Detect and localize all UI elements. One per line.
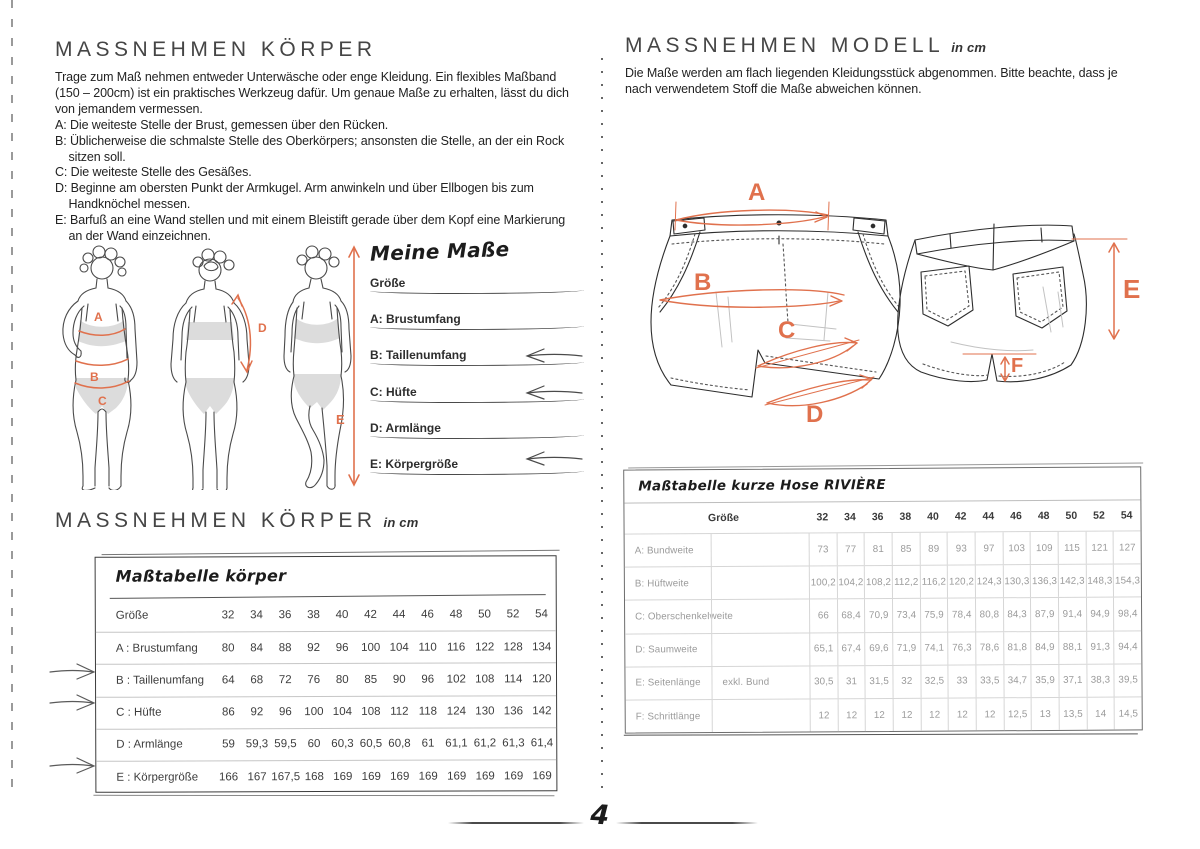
form-title: Meine Maße [369,236,510,266]
cell-value: 103 [1002,532,1030,564]
table-row [625,66,1145,82]
section-heading-massnehmen-koerper [55,38,377,62]
figure-label-e: E [336,412,345,427]
shorts-back-diagram [893,192,1163,414]
cell-value: 91,4 [1058,598,1086,630]
cell-value: 38,3 [1086,664,1114,696]
size-col: 52 [1093,509,1105,522]
table-row [625,564,1141,600]
cell-value: 39,5 [1114,664,1142,696]
cell-value: 94,4 [1114,631,1142,663]
cell-value: 64 [221,674,235,687]
cell-value: 81 [864,533,892,565]
cell-value: 50 [478,608,491,621]
size-col: 46 [1010,509,1022,522]
cell-value: 12 [837,699,865,731]
table-row [96,695,556,729]
cell-value: 60 [307,738,321,751]
row-label: E: Barfuß an eine Wand stellen und mit einem Bleistift gerade über dem Kopf eine Markierung [55,213,566,228]
row-label: E : Körpergröße [116,770,199,784]
cell-value: 88,1 [1058,631,1086,663]
row-label: Die Maße werden am flach liegenden Kleidungsstück abgenommen. Bitte beachte, dass je [625,66,1118,80]
cell-value: 109 [1030,532,1058,564]
table-row [55,181,605,197]
size-label: Größe [707,511,739,524]
cell-value: 31,5 [865,666,893,698]
cell-value: 167 [247,770,267,783]
cell-value: 73,4 [892,599,920,631]
row-label: C : Hüfte [116,706,162,719]
cell-value: 40 [335,609,349,622]
cell-value: 36 [278,609,292,622]
cell-value [711,567,809,600]
model-measuring-instructions [625,66,1145,98]
footer-rule-left [448,822,584,824]
cell-value: 104,2 [836,566,864,598]
row-label: Handknöchel messen. [55,197,191,212]
section-heading-massnehmen-modell [625,34,986,58]
cell-value: 92 [250,706,264,719]
hand-drawn-left-arrow-icon [524,450,584,466]
cell-value: 32 [892,666,920,698]
cell-value: 69,6 [865,633,893,665]
cell-value: 142,3 [1058,565,1086,597]
cell-value: 169 [475,769,495,783]
cell-value: 85 [364,673,378,686]
cell-value: 33 [948,665,976,697]
size-col: 54 [1120,508,1133,522]
table-row [55,134,605,150]
cell-value: 169 [390,770,410,783]
size-col: 50 [1065,509,1078,522]
cell-value: 34 [250,609,263,622]
table-row [55,213,605,229]
cell-value: 13 [1031,698,1059,730]
figure-label-c: C [98,394,107,408]
cell-value: 34,7 [1003,665,1031,697]
cell-value: 92 [307,641,321,654]
form-field-koerpergroesse[interactable] [370,456,584,475]
cell-value: 169 [532,769,552,782]
cell-value: 54 [535,608,548,621]
cell-value: 33,5 [975,665,1003,697]
cell-value: 30,5 [809,666,837,698]
cell-value: 14 [1086,698,1114,730]
cell-value: 13,5 [1059,698,1087,730]
size-col: 48 [1037,509,1050,522]
cell-value: 148,3 [1085,565,1113,597]
cell-value: 37,1 [1058,665,1086,697]
row-label: B : Taillenumfang [116,674,205,687]
field-label: A: Brustumfang [370,312,461,326]
form-field-armlaenge[interactable] [370,420,584,439]
cell-value: 89 [919,533,947,565]
row-label: Trage zum Maß nehmen entweder Unterwäsche oder enge Kleidung. Ein flexibles Maßband [55,70,557,84]
cell-value: 169 [361,770,381,783]
cell-value: 100,2 [809,566,837,598]
diagram-label-b: B [694,269,712,296]
cell-value: 60,3 [331,738,354,751]
cell-value: 32 [221,609,235,622]
cell-value: 72 [278,674,292,687]
cell-value: 93 [947,532,975,564]
cell-value: 84,9 [1031,631,1059,663]
form-field-taillenumfang[interactable] [370,347,584,366]
cell-value: 76,3 [948,632,976,664]
cell-value: 12 [920,699,948,731]
cell-value: 88 [278,641,292,654]
size-col: 32 [816,510,829,523]
cell-value: 78,4 [947,599,975,631]
cell-value: 38 [307,609,320,622]
table-row [55,86,605,102]
cell-value: 166 [218,770,239,783]
hand-drawn-right-arrow-icon [48,693,96,711]
cell-value: 46 [421,608,434,621]
cell-value: 80,8 [975,599,1003,631]
table-row [96,759,556,793]
cell-value: 142 [532,705,552,718]
cell-value: 77 [836,533,864,565]
cell-value: 114 [504,673,523,686]
cell-value: 120,2 [947,566,975,598]
size-col: 34 [844,510,856,523]
cell-value: 169 [447,770,467,783]
cell-value: 120 [532,673,552,686]
hand-drawn-left-arrow-icon [524,347,584,363]
cell-value: 128 [503,641,523,654]
hand-drawn-right-arrow-icon [48,756,96,774]
cell-value: 168 [304,770,324,783]
cell-value: 80 [335,673,349,686]
cell-value: 167,5 [271,770,301,783]
row-label: E: Seitenlänge [635,677,701,689]
cell-value: 86 [221,706,235,719]
cell-value: 121 [1085,532,1113,564]
cell-value: 84,3 [1003,598,1031,630]
cell-value: 44 [392,608,406,621]
field-label: Größe [370,276,406,290]
cell-value: 116 [446,641,466,654]
cell-value: 104 [332,706,352,719]
table-row [96,727,556,761]
cell-value: exkl. Bund [711,666,809,699]
personal-measurements-form [370,238,584,484]
cell-value: 32,5 [920,665,948,697]
cell-value: 61,3 [502,737,525,750]
cell-value: 94,9 [1086,598,1114,630]
heading-text: MASSNEHMEN KÖRPER [55,509,377,532]
form-field-brustumfang[interactable] [370,311,584,330]
cell-value [711,600,809,633]
cell-value: 130,3 [1002,565,1030,597]
row-label: D : Armlänge [116,738,183,752]
cell-value: 108,2 [864,566,892,598]
cell-value: 81,8 [1003,632,1031,664]
table-body [96,598,557,792]
cell-value: 85 [892,533,920,565]
figure-label-b: B [90,370,99,384]
cell-value: 124 [446,705,466,718]
size-col: 42 [954,509,967,523]
body-measurement-table [95,555,558,793]
cell-value: 80 [221,642,235,655]
cell-value: 70,9 [864,599,892,631]
cell-value: 35,9 [1031,665,1059,697]
cell-value: 60,8 [388,738,411,751]
model-measurement-table [623,466,1143,733]
cell-value: 12 [810,699,838,731]
table-row [625,663,1141,699]
table-title: Maßtabelle kurze Hose RIVIÈRE [624,467,1140,503]
row-label: an der Wand einzeichnen. [55,229,211,244]
cell-value: 48 [449,608,463,621]
hand-drawn-left-arrow-icon [524,384,584,400]
cell-value: 96 [421,673,435,686]
table-row [625,530,1141,566]
table-title: Maßtabelle körper [96,556,556,599]
cell-value: 61,4 [530,737,554,750]
cell-value: 118 [418,705,438,718]
body-measuring-instructions [55,70,605,245]
cell-value: 12,5 [1003,698,1031,730]
cell-value: 134 [532,640,552,654]
cell-value: 84 [250,642,264,655]
cell-value: 169 [418,770,438,783]
cell-value: 61,2 [473,737,497,750]
footer-rule-right [616,822,758,824]
field-label: B: Taillenumfang [370,348,467,362]
size-col: 38 [899,510,912,523]
cell-value: 60,5 [359,738,383,751]
cell-value: 90 [392,673,406,686]
heading-text: MASSNEHMEN MODELL [625,34,945,57]
diagram-label-e: E [1123,274,1141,304]
table-row [625,630,1141,666]
cell-value: 100 [304,706,324,719]
cell-value: 59 [222,738,235,751]
cell-value: 68 [250,674,264,687]
diagram-label-f: F [1011,355,1024,377]
size-col: 40 [927,510,939,523]
table-header-row [624,500,1140,532]
cell-value: 61 [421,737,435,751]
cell-value: 110 [418,641,437,654]
cell-value: 66 [809,600,837,632]
cell-value: 91,3 [1086,631,1114,663]
table-row [55,197,605,213]
cell-value [712,699,810,732]
field-label: E: Körpergröße [370,457,459,471]
cell-value: 112,2 [892,566,920,598]
cell-value: 127 [1113,531,1141,563]
cell-value: 96 [278,706,292,719]
table-row [625,597,1141,633]
section-heading-massnehmen-koerper-table [55,509,419,533]
unit-label: in cm [383,515,419,530]
size-col: 36 [871,510,884,523]
cell-value: 112 [390,705,409,718]
row-label: C: Die weiteste Stelle des Gesäßes. [55,165,252,180]
cell-value: 115 [1058,532,1086,564]
row-label: A : Brustumfang [115,642,198,655]
form-field-huefte[interactable] [370,384,584,403]
cell-value: 76 [307,673,321,687]
row-label: Größe [115,609,149,622]
page-number: 4 [589,799,611,832]
cell-value: 12 [893,699,921,731]
cell-value: 12 [976,698,1004,730]
table-row [55,165,605,181]
cell-value: 73 [809,533,837,565]
row-label: F: Schrittlänge [635,710,701,723]
cell-value: 108 [475,673,495,686]
hand-drawn-right-arrow-icon [48,662,96,680]
cell-value: 169 [333,770,353,783]
row-label: C: Oberschenkelweite [635,610,733,623]
body-figures-illustration [38,240,378,490]
row-label: sitzen soll. [55,149,126,164]
row-label: B: Üblicherweise die schmalste Stelle des Oberkörpers; ansonsten die Stelle, an der ein Rock [55,133,565,148]
form-field-groesse[interactable] [370,275,584,294]
table-body [625,530,1142,732]
shorts-front-diagram [638,172,920,434]
cell-value: 100 [361,641,381,654]
cell-value: 12 [865,699,893,731]
row-label: D: Beginne am obersten Punkt der Armkugel. Arm anwinkeln und über Ellbogen bis zum [55,181,534,196]
table-row [55,118,605,134]
figure-label-a: A [94,310,103,324]
diagram-label-a: A [748,179,766,206]
table-row [96,630,556,664]
cell-value: 42 [364,608,377,621]
cell-value: 136 [503,705,523,718]
cell-value: 122 [475,641,495,654]
left-margin-dashed-line [11,0,13,792]
cell-value: 75,9 [920,599,948,631]
size-col: 44 [982,509,995,522]
row-label: (150 – 200cm) ist ein praktisches Werkzeug dafür. Um genaue Maße zu erhalten, lässt du dich [55,85,569,100]
figure-label-d: D [258,321,267,335]
cell-value: 98,4 [1113,598,1141,630]
cell-value: 67,4 [837,633,865,665]
cell-value: 136,3 [1030,565,1058,597]
cell-value: 97 [975,532,1003,564]
table-row [625,82,1145,98]
diagram-label-d: D [806,401,824,428]
cell-value: 52 [506,608,520,621]
cell-value: 96 [335,641,349,654]
row-label: A: Bundweite [634,544,694,557]
table-row [96,598,556,632]
row-label: von jemandem vermessen. [55,101,203,116]
table-row [96,663,556,697]
cell-value: 154,3 [1113,565,1141,597]
cell-value: 74,1 [920,632,948,664]
unit-label: in cm [951,40,987,55]
field-label: D: Armlänge [370,421,441,435]
cell-value: 102 [446,673,466,686]
cell-value: 124,3 [975,565,1003,597]
cell-value: 87,9 [1030,598,1058,630]
cell-value: 65,1 [809,633,837,665]
diagram-label-c: C [778,317,796,344]
cell-value: 116,2 [919,566,947,598]
cell-value [711,633,809,666]
row-label: D: Saumweite [635,644,698,656]
heading-text: MASSNEHMEN KÖRPER [55,38,377,61]
table-row [55,150,605,166]
cell-value: 61,1 [445,737,468,750]
cell-value: 12 [948,698,976,730]
cell-value: 59,3 [245,738,269,751]
cell-value: 71,9 [892,632,920,664]
field-label: C: Hüfte [370,385,417,399]
cell-value [711,533,809,566]
table-row [55,70,605,86]
cell-value: 31 [837,666,865,698]
table-row [626,696,1142,732]
cell-value: 104 [389,641,409,654]
cell-value: 68,4 [837,599,865,631]
cell-value: 78,6 [975,632,1003,664]
table-row [55,102,605,118]
cell-value: 108 [361,705,381,719]
cell-value: 14,5 [1114,697,1142,729]
cell-value: 169 [504,769,524,782]
cell-value: 59,5 [274,738,297,751]
row-label: nach verwendetem Stoff die Maße abweichen können. [625,81,922,96]
row-label: A: Die weiteste Stelle der Brust, gemessen über den Rücken. [55,117,389,132]
cell-value: 130 [475,705,495,718]
row-label: B: Hüftweite [634,577,689,590]
